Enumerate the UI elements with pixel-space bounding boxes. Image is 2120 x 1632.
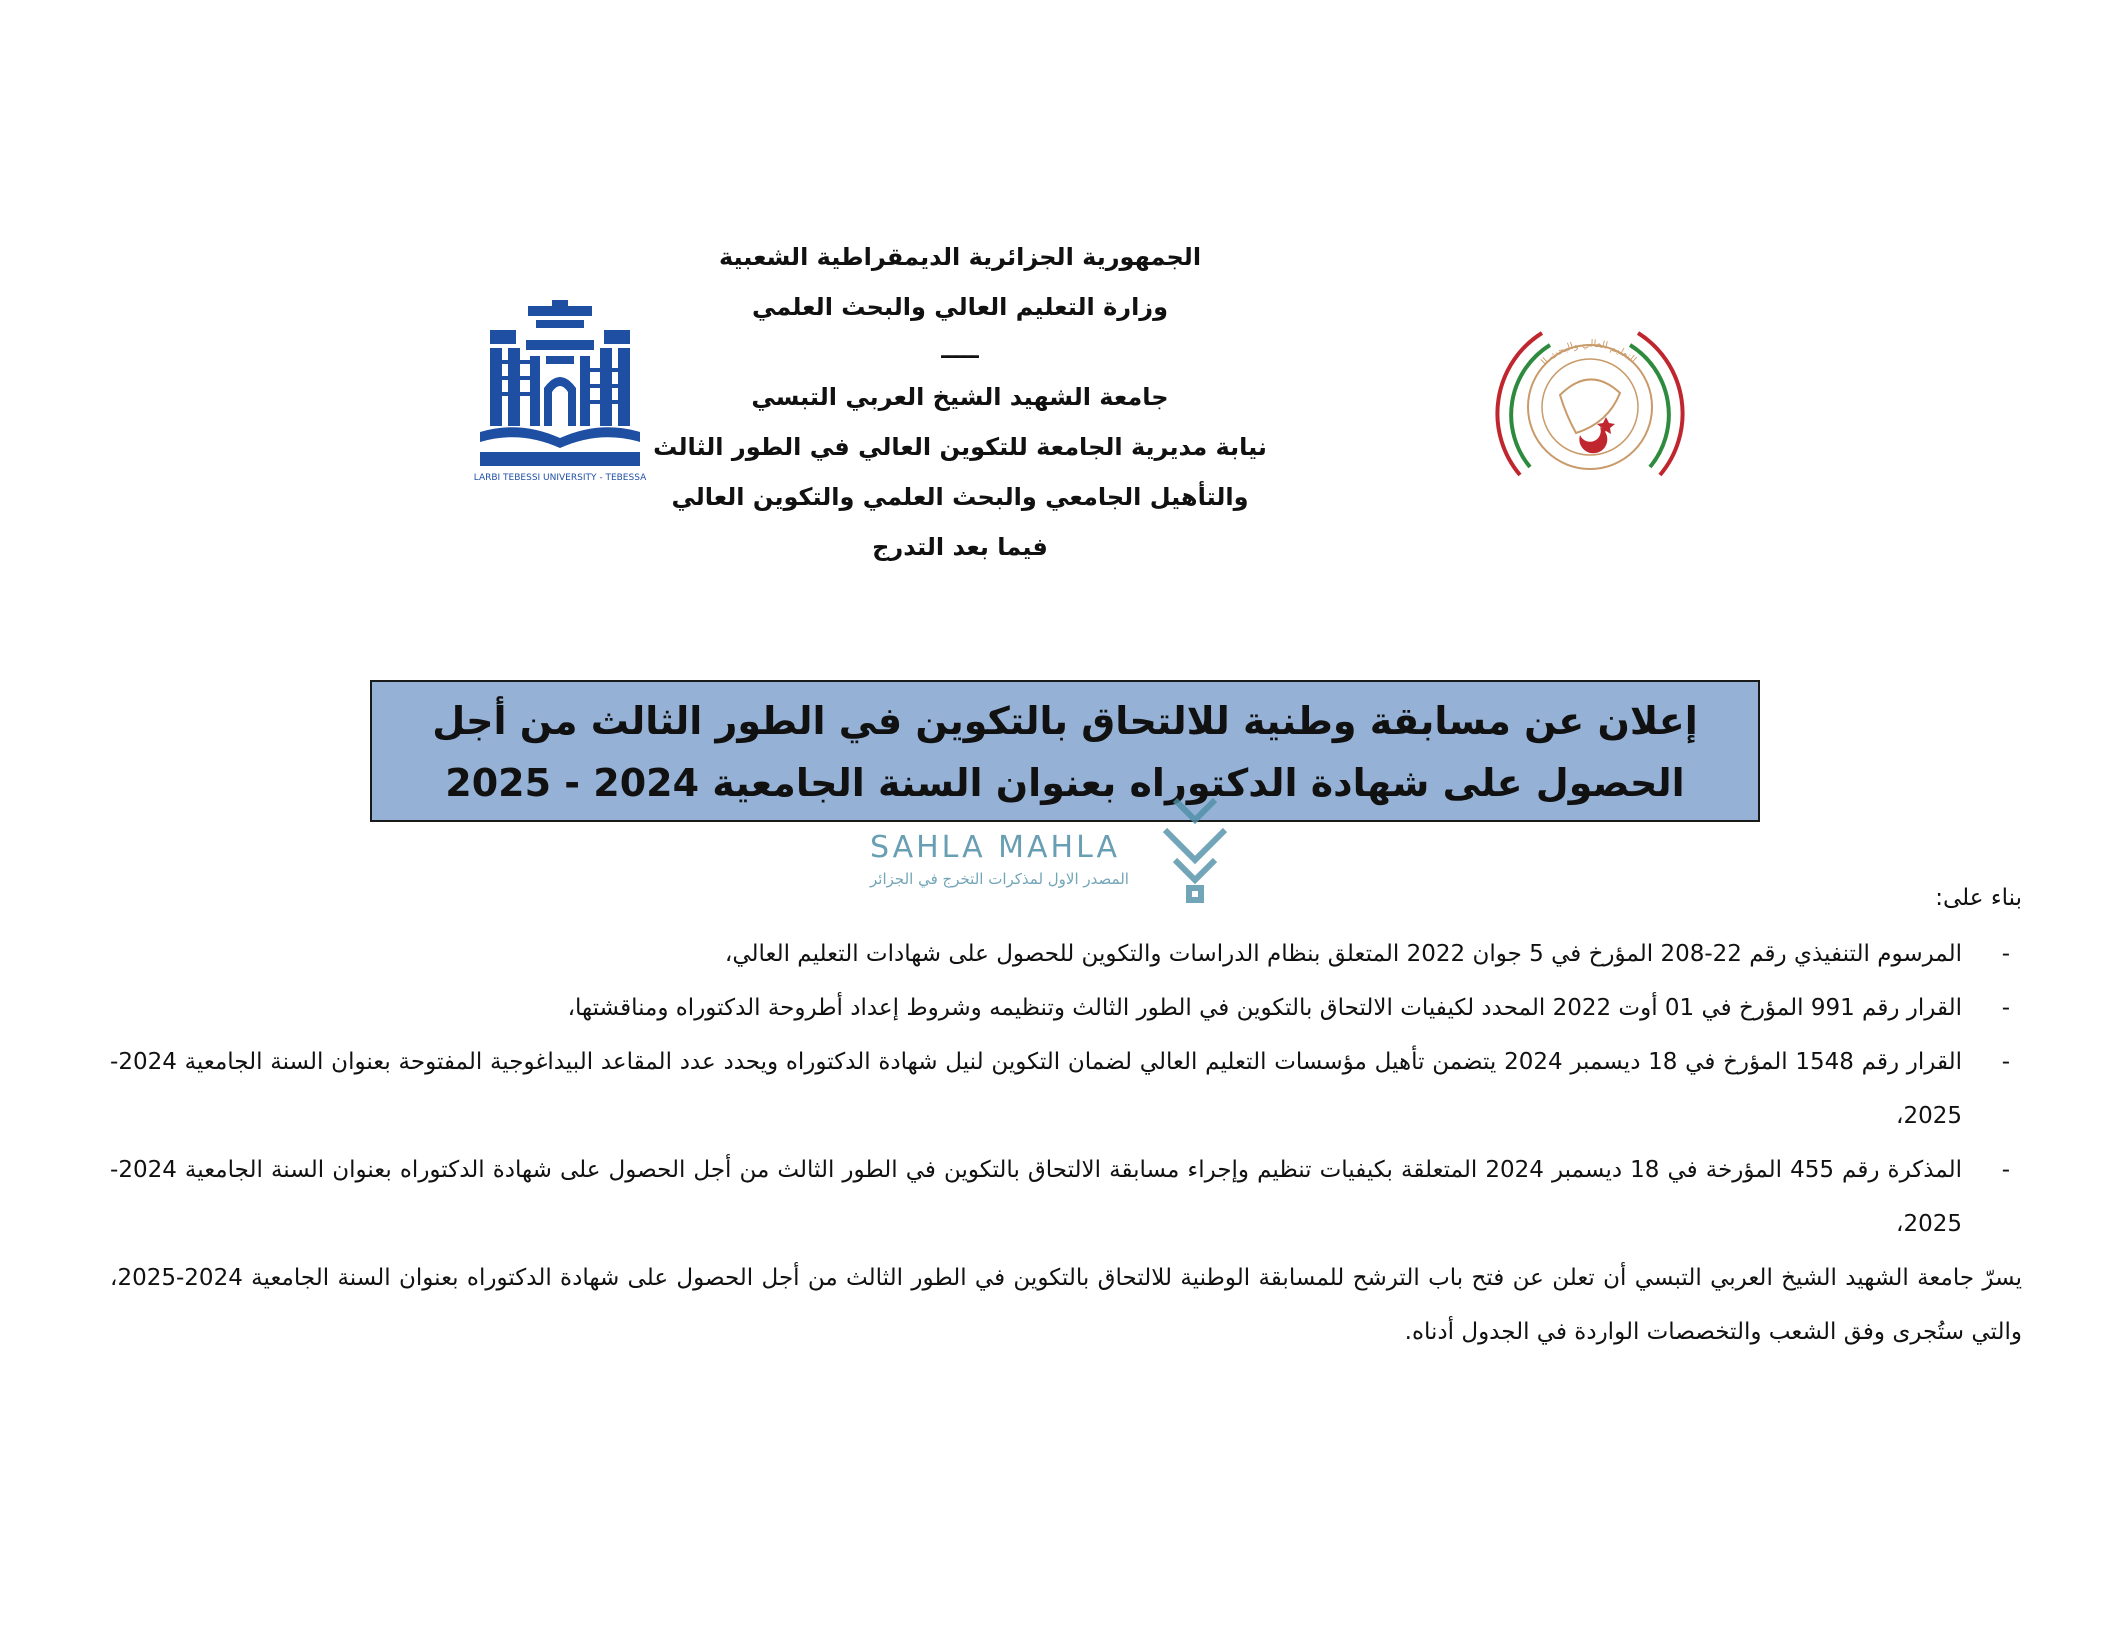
ministry-logo	[1480, 305, 1700, 515]
legal-reference-item	[110, 981, 2022, 1035]
legal-reference-item	[110, 927, 2022, 981]
list-dash: -	[2001, 941, 2010, 967]
university-logo-caption: LARBI TEBESSI UNIVERSITY - TEBESSA	[473, 473, 647, 483]
header-vice-rectorate: نيابة مديرية الجامعة للتكوين العالي في الطور الثالث	[653, 433, 1267, 461]
header-postgraduate: فيما بعد التدرج	[872, 533, 1048, 561]
header-separator: ـــــ	[941, 339, 979, 364]
header-republic: الجمهورية الجزائرية الديمقراطية الشعبية	[718, 243, 1202, 271]
legal-reference-text: المذكرة رقم 455 المؤرخة في 18 ديسمبر 2024 المتعلقة بكيفيات تنظيم وإجراء مسابقة الالتحاق بالتكوين في الطور الثالث من أجل الحصول على شهادة الدكتوراه بعنوان السنة الجامعية 2024- 2025،	[110, 1157, 1962, 1237]
list-dash: -	[2001, 995, 2010, 1021]
svg-text:وزارة التعليم العالي والبحث ال	[1480, 305, 1640, 369]
body-intro: بناء على:	[1935, 885, 2022, 911]
watermark-tagline: المصدر الاول لمذكرات التخرج في الجزائر	[870, 870, 1129, 888]
announcement-title-line-1: إعلان عن مسابقة وطنية للالتحاق بالتكوين في الطور الثالث من أجل	[432, 699, 1698, 743]
legal-reference-item	[110, 1035, 2022, 1143]
letterhead	[620, 232, 1300, 572]
announcement-title-line-2: الحصول على شهادة الدكتوراه بعنوان السنة الجامعية 2024 - 2025	[445, 761, 1685, 805]
list-dash: -	[2001, 1049, 2010, 1075]
body-closing-paragraph: يسرّ جامعة الشهيد الشيخ العربي التبسي أن تعلن عن فتح باب الترشح للمسابقة الوطنية للالتحاق بالتكوين في الطور الثالث من أجل الحصول على شهادة الدكتوراه بعنوان السنة الجامعية 2024-2025، والتي ستُجرى وفق الشعب والتخصصات الواردة في الجدول أدناه.	[110, 1265, 2022, 1345]
legal-reference-text: القرار رقم 1548 المؤرخ في 18 ديسمبر 2024 يتضمن تأهيل مؤسسات التعليم العالي لضمان التكوين لنيل شهادة الدكتوراه ويحدد عدد المقاعد البيداغوجية المفتوحة بعنوان السنة الجامعية 2024- 2025،	[110, 1049, 1962, 1129]
header-ministry: وزارة التعليم العالي والبحث العلمي	[751, 293, 1169, 321]
legal-reference-text: المرسوم التنفيذي رقم 22-208 المؤرخ في 5 جوان 2022 المتعلق بنظام الدراسات والتكوين للحصول على شهادات التعليم العالي،	[724, 941, 1962, 967]
legal-reference-item	[110, 1143, 2022, 1251]
ministry-logo-graphic	[1480, 305, 1700, 515]
list-dash: -	[2001, 1157, 2010, 1183]
ministry-logo-ring-text: التعليم العالي والبحث ال	[1539, 338, 1639, 369]
announcement-body	[110, 875, 2022, 1359]
header-university: جامعة الشهيد الشيخ العربي التبسي	[751, 383, 1169, 411]
watermark-brand: SAHLA MAHLA	[870, 830, 1121, 865]
legal-reference-text: القرار رقم 991 المؤرخ في 01 أوت 2022 المحدد لكيفيات الالتحاق بالتكوين في الطور الثالث وتنظيمه وشروط إعداد أطروحة الدكتوراه ومناقشتها،	[567, 995, 1962, 1021]
header-vice-rectorate-cont: والتأهيل الجامعي والبحث العلمي والتكوين العالي	[671, 483, 1249, 511]
